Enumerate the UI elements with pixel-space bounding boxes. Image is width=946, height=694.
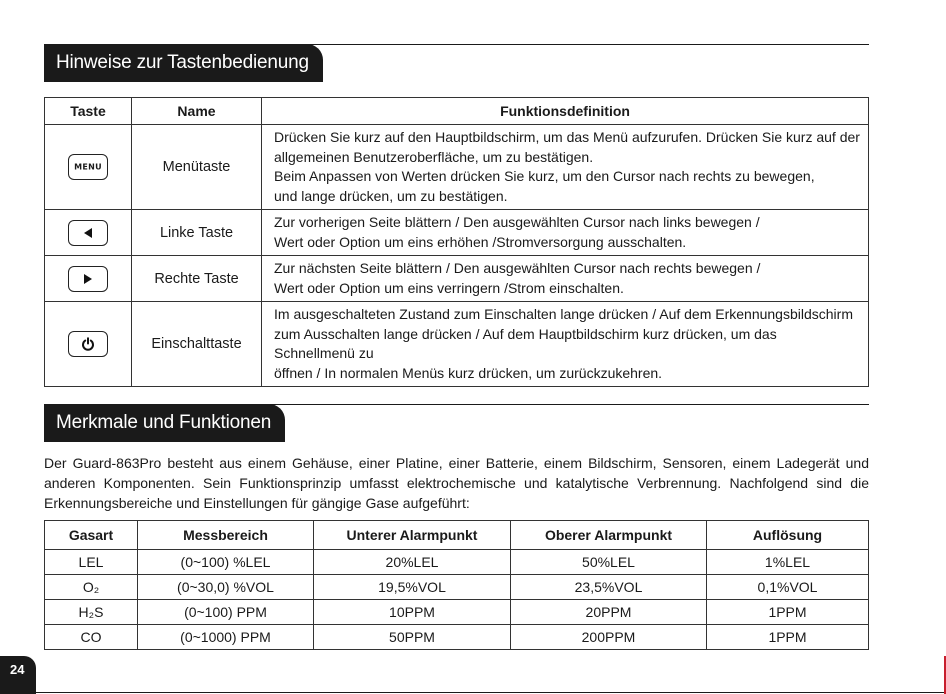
key-name: Menütaste [132,125,262,210]
table-row: O₂ (0~30,0) %VOL 19,5%VOL 23,5%VOL 0,1%VOL [45,575,869,600]
section1-title: Hinweise zur Tastenbedienung [44,44,323,82]
header-name: Name [132,98,262,125]
footer-rule [36,692,946,693]
page-number: 24 [0,656,36,694]
key-function: Zur vorherigen Seite blättern / Den ausgewählten Cursor nach links bewegen / Wert oder Option um eins erhöhen /Stromversorgung ausschalten. [262,210,869,256]
table-row [45,256,869,302]
header-aufloesung: Auflösung [707,521,869,550]
section2-title: Merkmale und Funktionen [44,404,285,442]
header-gasart: Gasart [45,521,138,550]
key-name: Linke Taste [132,210,262,256]
table-row [45,302,869,387]
left-arrow-key-icon [68,220,108,246]
power-key-icon [68,331,108,357]
table-row: H₂S (0~100) PPM 10PPM 20PPM 1PPM [45,600,869,625]
table-row [45,210,869,256]
key-function: Im ausgeschalteten Zustand zum Einschalten lange drücken / Auf dem Erkennungsbildschirm zum Ausschalten lange drücken / Auf dem Hauptbildschirm kurz drücken, um das Schnellmenü zu öffnen / In normalen Menüs kurz drücken, um zurückzukehren. [262,302,869,387]
key-name: Einschalttaste [132,302,262,387]
header-funktion: Funktionsdefinition [262,98,869,125]
table-row: CO (0~1000) PPM 50PPM 200PPM 1PPM [45,625,869,650]
keys-table-header [45,98,869,125]
key-function: Drücken Sie kurz auf den Hauptbildschirm, um das Menü aufzurufen. Drücken Sie kurz auf der allgemeinen Benutzeroberfläche, um zu bestätigen. Beim Anpassen von Werten drücken Sie kurz, um den Cursor nach rechts zu bewegen, und lange drücken, um zu bestätigen. [262,125,869,210]
table-row [45,125,869,210]
right-arrow-key-icon [68,266,108,292]
header-unterer-alarmpunkt: Unterer Alarmpunkt [314,521,511,550]
keys-table [44,97,869,387]
features-paragraph: Der Guard-863Pro besteht aus einem Gehäuse, einer Platine, einer Batterie, einem Bildschirm, Sensoren, einem Ladegerät und anderen Komponenten. Sein Funktionsprinzip umfasst elektrochemische und katalytische Verbrennung. Nachfolgend sind die Erkennungsbereiche und Einstellungen für gängige Gase aufgeführt: [44,455,869,511]
gas-table-header [45,521,869,550]
table-row: LEL (0~100) %LEL 20%LEL 50%LEL 1%LEL [45,550,869,575]
header-messbereich: Messbereich [138,521,314,550]
menu-key-icon: MENU [68,154,108,180]
header-oberer-alarmpunkt: Oberer Alarmpunkt [511,521,707,550]
header-taste: Taste [45,98,132,125]
key-name: Rechte Taste [132,256,262,302]
key-function: Zur nächsten Seite blättern / Den ausgewählten Cursor nach rechts bewegen / Wert oder Option um eins verringern /Strom einschalten. [262,256,869,302]
gas-table [44,520,869,650]
